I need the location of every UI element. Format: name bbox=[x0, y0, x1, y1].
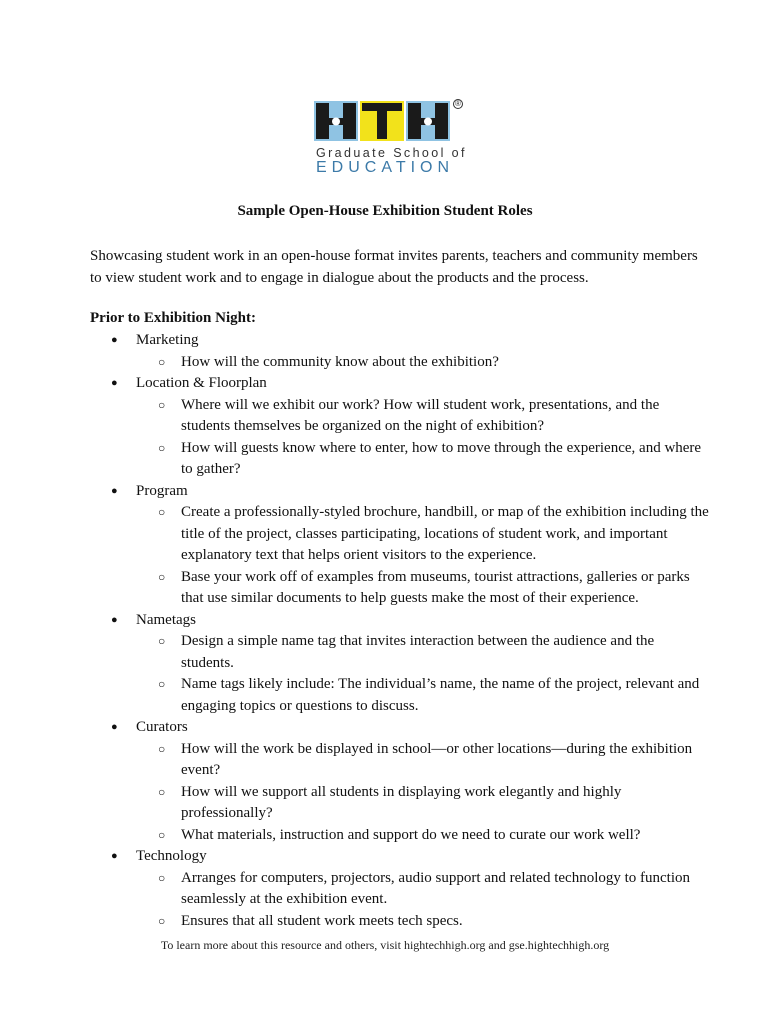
role-subitem-text: How will we support all students in displaying work elegantly and highly professionally? bbox=[181, 783, 622, 821]
role-sublist bbox=[136, 502, 710, 610]
hollow-bullet-icon: ○ bbox=[158, 354, 166, 369]
hollow-bullet-icon: ○ bbox=[158, 397, 166, 412]
footer-note: To learn more about this resource and others, visit hightechhigh.org and gse.hightechhigh.org bbox=[160, 938, 610, 952]
role-subitem bbox=[136, 911, 710, 933]
role-subitem-text: Where will we exhibit our work? How will student work, presentations, and the students themselves be organized on the night of exhibition? bbox=[181, 396, 660, 434]
role-subitem bbox=[136, 782, 710, 825]
hollow-bullet-icon: ○ bbox=[158, 569, 166, 584]
role-subitem-text: How will the community know about the exhibition? bbox=[181, 353, 499, 370]
hollow-bullet-icon: ○ bbox=[158, 913, 166, 928]
logo-wordmark: EDUCATION bbox=[316, 159, 455, 176]
role-subitem bbox=[136, 868, 710, 911]
bullet-icon: ● bbox=[111, 850, 118, 862]
bullet-icon: ● bbox=[111, 334, 118, 346]
hth-logo-mark bbox=[314, 101, 450, 141]
role-item bbox=[90, 330, 710, 373]
role-subitem-text: How will the work be displayed in school—or other locations—during the exhibition event? bbox=[181, 740, 693, 778]
role-subitem bbox=[136, 438, 710, 481]
role-item bbox=[90, 846, 710, 932]
registered-mark: ® bbox=[453, 99, 463, 109]
role-label: Marketing bbox=[136, 332, 199, 348]
hollow-bullet-icon: ○ bbox=[158, 677, 166, 691]
role-subitem-text: Ensures that all student work meets tech specs. bbox=[181, 912, 463, 929]
role-subitem-text: Arranges for computers, projectors, audio support and related technology to function seamlessly at the exhibition event. bbox=[181, 869, 691, 907]
role-subitem bbox=[136, 825, 710, 847]
role-label: Location & Floorplan bbox=[136, 375, 267, 391]
bullet-icon: ● bbox=[111, 484, 118, 497]
bullet-icon: ● bbox=[111, 613, 118, 626]
intro-paragraph: Showcasing student work in an open-house format invites parents, teachers and community members to view student work and to engage in dialogue about the products and the process. bbox=[90, 248, 698, 286]
hollow-bullet-icon: ○ bbox=[158, 634, 166, 648]
role-subitem-text: Name tags likely include: The individual’s name, the name of the project, relevant and engaging topics or questions to discuss. bbox=[181, 676, 700, 714]
role-subitem bbox=[136, 352, 710, 374]
role-sublist bbox=[136, 739, 710, 847]
role-subitem-text: Base your work off of examples from museums, tourist attractions, galleries or parks that use similar documents to help guests make the most of their experience. bbox=[181, 568, 690, 606]
role-label: Technology bbox=[136, 848, 207, 864]
role-label: Program bbox=[136, 482, 188, 499]
role-sublist bbox=[136, 868, 710, 933]
role-subitem-text: Design a simple name tag that invites interaction between the audience and the students. bbox=[181, 633, 655, 671]
role-subitem-text: How will guests know where to enter, how to move through the experience, and where to gather? bbox=[181, 439, 702, 477]
roles-list bbox=[90, 330, 710, 932]
role-sublist bbox=[136, 395, 710, 481]
role-sublist bbox=[136, 352, 710, 374]
role-subitem bbox=[136, 674, 710, 717]
role-subitem-text: Create a professionally-styled brochure, handbill, or map of the exhibition including the title of the project, classes participating, locations of student work, and important explanatory text that helps orient visitors to the experience. bbox=[181, 504, 709, 563]
role-label: Nametags bbox=[136, 611, 196, 628]
role-sublist bbox=[136, 631, 710, 717]
role-subitem-text: What materials, instruction and support do we need to curate our work well? bbox=[181, 826, 641, 843]
hollow-bullet-icon: ○ bbox=[158, 440, 166, 455]
role-item bbox=[90, 717, 710, 846]
role-label: Curators bbox=[136, 719, 188, 735]
role-item bbox=[90, 373, 710, 481]
role-item bbox=[90, 481, 710, 610]
hollow-bullet-icon: ○ bbox=[158, 741, 166, 756]
logo-subtitle: Graduate School of bbox=[316, 146, 467, 160]
bullet-icon: ● bbox=[111, 721, 118, 733]
document-title: Sample Open-House Exhibition Student Roles bbox=[237, 203, 533, 219]
role-subitem bbox=[136, 395, 710, 438]
hollow-bullet-icon: ○ bbox=[158, 870, 166, 885]
role-subitem bbox=[136, 502, 710, 567]
hth-logo bbox=[312, 99, 467, 179]
hollow-bullet-icon: ○ bbox=[158, 827, 166, 842]
hollow-bullet-icon: ○ bbox=[158, 784, 166, 799]
role-subitem bbox=[136, 567, 710, 610]
bullet-icon: ● bbox=[111, 377, 118, 389]
section-heading: Prior to Exhibition Night: bbox=[90, 310, 256, 326]
hollow-bullet-icon: ○ bbox=[158, 505, 166, 519]
role-subitem bbox=[136, 739, 710, 782]
role-subitem bbox=[136, 631, 710, 674]
role-item bbox=[90, 610, 710, 718]
